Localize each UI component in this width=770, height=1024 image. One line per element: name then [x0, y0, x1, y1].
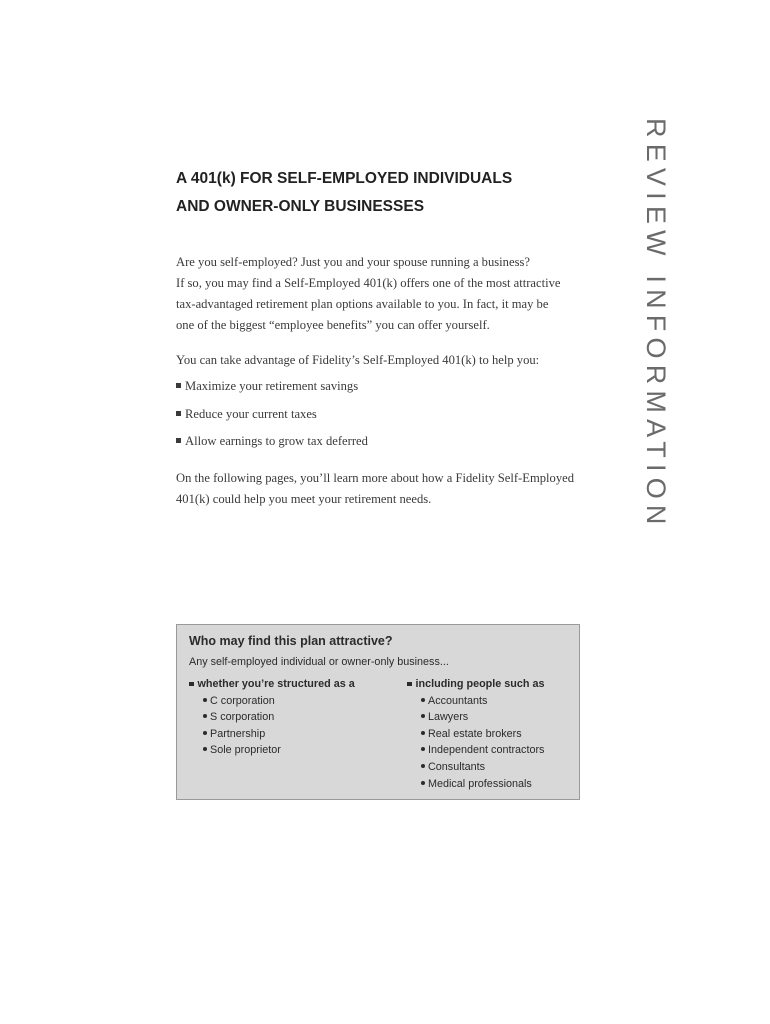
people-column: [407, 676, 544, 792]
eligibility-box: [176, 624, 580, 800]
closing-line: On the following pages, you’ll learn more about how a Fidelity Self-Employed: [176, 471, 575, 485]
round-bullet-icon: [203, 698, 207, 702]
square-bullet-icon: [176, 438, 181, 443]
list-item: Accountants: [407, 693, 544, 710]
page-title: [176, 165, 616, 221]
list-item: Consultants: [407, 759, 544, 776]
structure-list: [189, 693, 355, 759]
intro-line: tax-advantaged retirement plan options available to you. In fact, it may be: [176, 297, 549, 311]
box-title: Who may find this plan attractive?: [189, 634, 393, 648]
list-item: Lawyers: [407, 709, 544, 726]
list-item: Independent contractors: [407, 742, 544, 759]
list-item: Medical professionals: [407, 776, 544, 793]
square-bullet-icon: [176, 383, 181, 388]
round-bullet-icon: [203, 731, 207, 735]
square-bullet-icon: [189, 682, 194, 687]
page-title-line-1: A 401(k) FOR SELF-EMPLOYED INDIVIDUALS: [176, 170, 513, 187]
round-bullet-icon: [203, 747, 207, 751]
lead-sentence: You can take advantage of Fidelity’s Self-Employed 401(k) to help you:: [176, 353, 540, 367]
intro-line: Are you self-employed? Just you and your spouse running a business?: [176, 255, 530, 269]
benefits-list: [176, 376, 368, 459]
people-list: [407, 693, 544, 793]
round-bullet-icon: [421, 731, 425, 735]
benefit-text: Maximize your retirement savings: [185, 379, 359, 393]
structure-heading: whether you’re structured as a: [189, 676, 355, 693]
benefit-item: [176, 431, 368, 459]
square-bullet-icon: [176, 411, 181, 416]
round-bullet-icon: [421, 698, 425, 702]
square-bullet-icon: [407, 682, 412, 687]
round-bullet-icon: [421, 714, 425, 718]
list-item: Sole proprietor: [189, 742, 355, 759]
benefit-text: Allow earnings to grow tax deferred: [185, 434, 368, 448]
benefit-text: Reduce your current taxes: [185, 406, 317, 421]
intro-line: one of the biggest “employee benefits” you can offer yourself.: [176, 318, 490, 332]
round-bullet-icon: [203, 714, 207, 718]
list-item: Partnership: [189, 726, 355, 743]
round-bullet-icon: [421, 764, 425, 768]
list-item: C corporation: [189, 693, 355, 710]
closing-line: 401(k) could help you meet your retirement needs.: [176, 492, 432, 506]
benefit-item: [176, 404, 368, 432]
benefit-item: [176, 376, 368, 404]
list-item: S corporation: [189, 709, 355, 726]
list-item: Real estate brokers: [407, 726, 544, 743]
box-subtitle: Any self-employed individual or owner-only business...: [189, 656, 449, 668]
intro-line: If so, you may find a Self-Employed 401(k) offers one of the most attractive: [176, 276, 561, 290]
structure-column: [189, 676, 355, 759]
round-bullet-icon: [421, 781, 425, 785]
round-bullet-icon: [421, 747, 425, 751]
closing-paragraph: [176, 468, 606, 510]
intro-paragraph: [176, 252, 606, 336]
people-heading: including people such as: [407, 676, 544, 693]
side-section-title: REVIEW INFORMATION: [641, 118, 671, 531]
page-title-line-2: AND OWNER-ONLY BUSINESSES: [176, 198, 425, 215]
